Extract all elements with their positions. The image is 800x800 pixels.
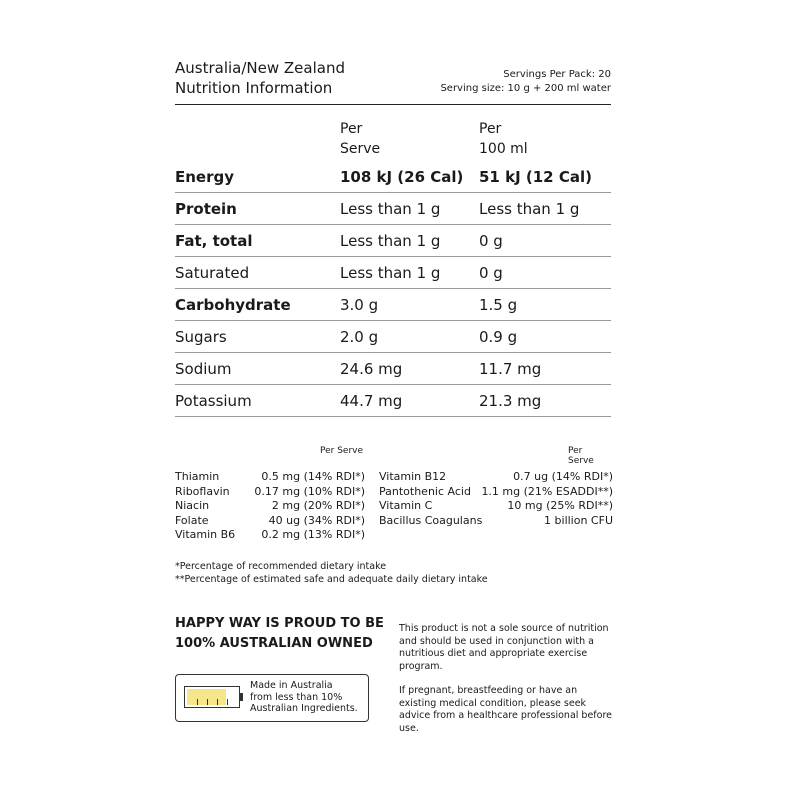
bar-tick [197,699,198,705]
vitamin-name: Niacin [175,499,210,512]
panel-title [175,58,345,98]
disclaimer-nutrition: This product is not a sole source of nutrition and should be used in conjunction with a nutritious diet and appropriate exercise program. [399,623,609,672]
australian-content-bar-icon [184,686,240,708]
footnote-esaddi: **Percentage of estimated safe and adequate daily dietary intake [175,574,488,585]
nutrient-per-serve: 2.0 g [340,328,379,346]
nutrient-row-potassium [175,385,611,417]
nutrient-row-sodium [175,353,611,385]
vitamin-name: Vitamin C [379,499,433,512]
nutrient-per-serve: 3.0 g [340,296,379,314]
nutrient-row-energy [175,161,611,193]
nutrient-per-100ml: 0 g [479,264,503,282]
vitamin-name: Vitamin B12 [379,470,447,483]
nutrient-name: Sodium [175,360,232,378]
bar-tick [207,699,208,705]
nutrition-panel [175,58,613,734]
vitamin-row [175,485,365,500]
vitamin-row [379,514,613,529]
title-line-2: Nutrition Information [175,79,333,97]
per-100ml-header-line1: Per [479,121,502,137]
footnote-rdi: *Percentage of recommended dietary intake [175,561,387,572]
badge-line-2: from less than 10% [250,691,343,703]
vitamin-name: Folate [175,513,209,527]
nutrient-per-100ml: Less than 1 g [479,200,580,218]
vitamins-right-per-serve-label: Per Serve [568,446,594,466]
nutrient-per-serve: 24.6 mg [340,360,403,378]
nutrient-name: Saturated [175,264,250,282]
vitamin-value: 1.1 mg (21% ESADDI**) [481,484,613,498]
serving-size: Serving size: 10 g + 200 ml water [440,83,611,94]
disclaimer [399,623,617,747]
per-100ml-header [479,119,528,159]
title-line-1: Australia/New Zealand [175,59,345,77]
vitamin-row [175,514,365,529]
vitamin-name: Thiamin [175,470,220,483]
nutrient-name: Energy [175,168,235,186]
nutrient-per-serve: Less than 1 g [340,232,441,250]
vitamin-value: 0.17 mg (10% RDI*) [254,484,365,498]
footnotes [175,560,488,586]
vitamins-left-per-serve-label: Per Serve [320,446,364,456]
nutrient-per-serve: Less than 1 g [340,200,441,218]
vitamin-name: Bacillus Coagulans [379,513,483,527]
nutrient-row-saturated [175,257,611,289]
badge-line-3: Australian Ingredients. [250,703,358,714]
bar-tick [217,699,218,705]
bar-cap [240,693,243,701]
vitamins-right-list [379,470,613,528]
badge-line-1: Made in Australia [250,680,333,691]
australian-owned-statement [175,614,384,654]
vitamin-row [379,485,613,500]
nutrient-name: Protein [175,200,237,218]
nutrient-row-fat-total [175,225,611,257]
nutrient-row-carbohydrate [175,289,611,321]
nutrient-name: Sugars [175,328,227,346]
nutrient-name: Carbohydrate [175,296,291,314]
vitamin-value: 0.2 mg (13% RDI*) [261,528,365,541]
nutrient-per-100ml: 0 g [479,232,503,250]
nutrient-per-100ml: 21.3 mg [479,392,542,410]
badge-text [250,680,358,715]
column-headers [175,105,611,161]
vitamin-name: Pantothenic Acid [379,484,471,498]
proud-line-1: HAPPY WAY IS PROUD TO BE [175,616,384,631]
vitamin-row [379,470,613,485]
nutrient-per-serve: 108 kJ (26 Cal) [340,168,464,186]
made-in-australia-badge [175,674,369,722]
nutrient-name: Potassium [175,392,252,410]
per-100ml-header-line2: 100 ml [479,141,528,157]
nutrient-per-100ml: 1.5 g [479,296,518,314]
nutrient-per-serve: 44.7 mg [340,392,403,410]
vitamin-name: Riboflavin [175,484,230,498]
vitamin-value: 0.5 mg (14% RDI*) [261,470,365,483]
nutrient-row-protein [175,193,611,225]
vitamin-row [175,470,365,485]
nutrient-per-100ml: 11.7 mg [479,360,542,378]
nutrient-per-100ml: 0.9 g [479,328,518,346]
nutrient-name: Fat, total [175,232,253,250]
vitamin-value: 10 mg (25% RDI**) [507,499,613,512]
vitamin-row [175,528,365,543]
vitamin-row [379,499,613,514]
vitamin-row [175,499,365,514]
bar-tick [227,699,228,705]
vitamin-value: 2 mg (20% RDI*) [271,499,365,512]
per-serve-header-line1: Per [340,121,363,137]
proud-line-2: 100% AUSTRALIAN OWNED [175,636,373,651]
nutrient-row-sugars [175,321,611,353]
vitamin-value: 1 billion CFU [544,513,613,527]
vitamin-value: 0.7 ug (14% RDI*) [513,470,613,483]
nutrient-per-serve: Less than 1 g [340,264,441,282]
vitamin-value: 40 ug (34% RDI*) [268,513,365,527]
per-serve-header-line2: Serve [340,141,381,157]
per-serve-header [340,119,380,159]
panel-header [175,58,611,105]
serving-info [440,68,611,96]
nutrient-per-100ml: 51 kJ (12 Cal) [479,168,592,186]
servings-per-pack: Servings Per Pack: 20 [503,69,611,80]
vitamin-name: Vitamin B6 [175,528,236,541]
disclaimer-medical: If pregnant, breastfeeding or have an existing medical condition, please seek advice from a healthcare professional before use. [399,685,613,734]
vitamins-left-list [175,470,365,543]
